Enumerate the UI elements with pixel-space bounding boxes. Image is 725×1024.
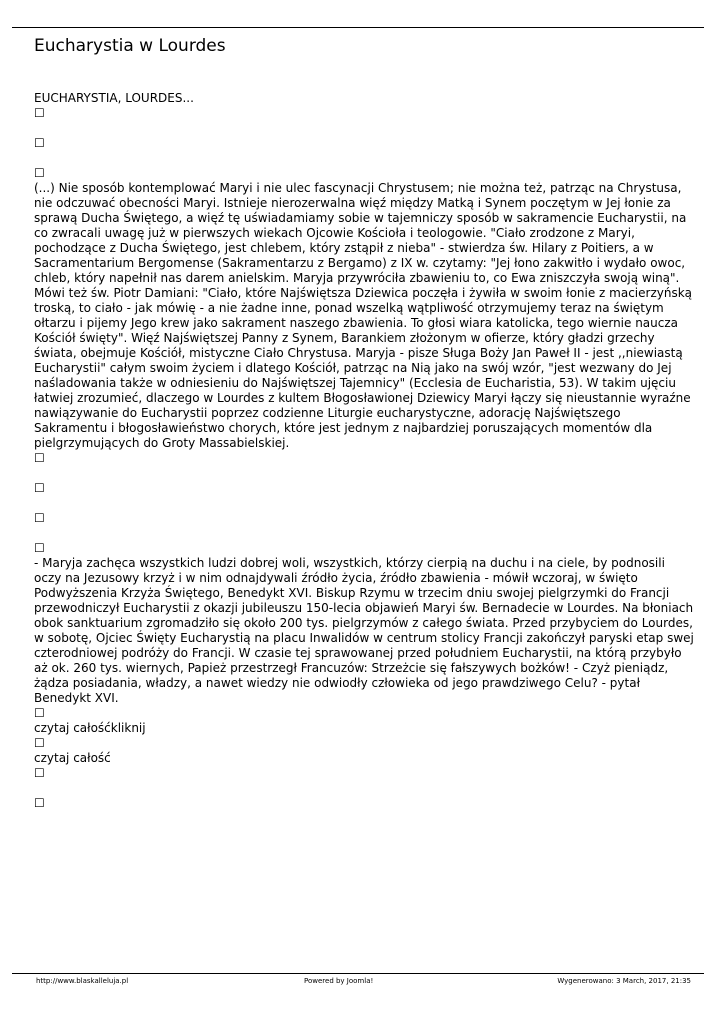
- article-paragraph: - Maryja zachęca wszystkich ludzi dobrej woli, wszystkich, którzy cierpią na duchu i na ciele, by podnosili oczy na Jezusowy krzyż i w nim odnajdywali źródło życia, źródło zbawienia - mówił wczoraj, w święto Podwyższenia Krzyża Świętego, Benedykt XVI. Biskup Rzymu w trzecim dniu swojej pielgrzymki do Francji przewodniczył Eucharystii z okazji jubileuszu 150-lecia objawień Maryi św. Bernadecie w Lourdes. Na błoniach obok sanktuarium zgromadziło się około 200 tys. pielgrzymów z całego świata. Przed przybyciem do Lourdes, w sobotę, Ojciec Święty Eucharystią na placu Inwalidów w centrum stolicy Francji zakończył paryski etap swej czterodniowej podróży do Francji. W czasie tej sprawowanej przed południem Eucharystii, na którą przybyło aż ok. 260 tys. wiernych, Papież przestrzegł Francuzów: Strzeżcie się fałszywych bożków! - Czyż pieniądz, żądza posiadania, władzy, a nawet wiedzy nie odwiodły człowieka od jego prawdziwego Celu? - pytał Benedykt XVI.: [34, 556, 694, 705]
- missing-image-icon: ☐: [34, 541, 45, 555]
- article-paragraph: (...) Nie sposób kontemplować Maryi i nie ulec fascynacji Chrystusem; nie można też, patrząc na Chrystusa, nie odczuwać obecności Maryi. Istnieje nierozerwalna więź między Matką i Synem poczętym w Jej łonie za sprawą Ducha Świętego, a więź tę uświadamiamy sobie w tajemniczy sposób w sakramencie Eucharystii, na co zwracali uwagę już w pierwszych wiekach Ojcowie Kościoła i teologowie. "Ciało zrodzone z Maryi, pochodzące z Ducha Świętego, jest chlebem, który zstąpił z nieba" - stwierdza św. Hilary z Poitiers, a w Sacramentarium Bergomense (Sakramentarzu z Bergamo) z IX w. czytamy: "Jej łono zakwitło i wydało owoc, chleb, który napełnił nas darem anielskim. Maryja przywróciła zbawieniu to, co Ewa zniszczyła swoją winą". Mówi też św. Piotr Damiani: "Ciało, które Najświętsza Dziewica poczęła i żywiła w swoim łonie z macierzyńską troską, to ciało - jak mówię - a nie żadne inne, ponad wszelką wątpliwość otrzymujemy teraz na świętym ołtarzu i pijemy Jego krew jako sakrament naszego zbawienia. To głosi wiara katolicka, tego wiernie naucza Kościół święty". Więź Najświętszej Panny z Synem, Barankiem złożonym w ofierze, który gładzi grzechy świata, obejmuje Kościół, mistyczne Ciało Chrystusa. Maryja - pisze Sługa Boży Jan Paweł II - jest ,,niewiastą Eucharystii" całym swoim życiem i dlatego Kościół, patrząc na Nią jako na swój wzór, "jest wezwany do Jej naśladowania także w odniesieniu do Najświętszej Tajemnicy" (Ecclesia de Eucharistia, 53). W takim ujęciu łatwiej zrozumieć, dlaczego w Lourdes z kultem Błogosławionej Dziewicy Maryi łączy się nieustannie wyraźne nawiązywanie do Eucharystii poprzez codzienne Liturgie eucharystyczne, adorację Najświętszego Sakramentu i błogosławieństwo chorych, które jest jednym z najbardziej poruszających momentów dla pielgrzymujących do Groty Massabielskiej.: [34, 181, 693, 450]
- missing-image-icon: ☐: [34, 511, 45, 525]
- footer-divider: [12, 973, 704, 974]
- read-more-link[interactable]: czytaj całośćkliknij: [34, 721, 146, 735]
- article-body: [34, 91, 694, 811]
- article-heading: EUCHARYSTIA, LOURDES...: [34, 91, 194, 105]
- missing-image-icon: ☐: [34, 136, 45, 150]
- read-more-link[interactable]: czytaj całość: [34, 751, 111, 765]
- missing-image-icon: ☐: [34, 706, 45, 720]
- missing-image-icon: ☐: [34, 451, 45, 465]
- footer-url[interactable]: http://www.blaskalleluja.pl: [36, 977, 129, 985]
- missing-image-icon: ☐: [34, 166, 45, 180]
- missing-image-icon: ☐: [34, 106, 45, 120]
- missing-image-icon: ☐: [34, 736, 45, 750]
- missing-image-icon: ☐: [34, 766, 45, 780]
- page-title: Eucharystia w Lourdes: [34, 36, 226, 56]
- footer-powered-by: Powered by Joomla!: [304, 977, 374, 985]
- missing-image-icon: ☐: [34, 796, 45, 810]
- missing-image-icon: ☐: [34, 481, 45, 495]
- top-divider: [12, 27, 704, 28]
- footer-generated-date: Wygenerowano: 3 March, 2017, 21:35: [557, 977, 691, 985]
